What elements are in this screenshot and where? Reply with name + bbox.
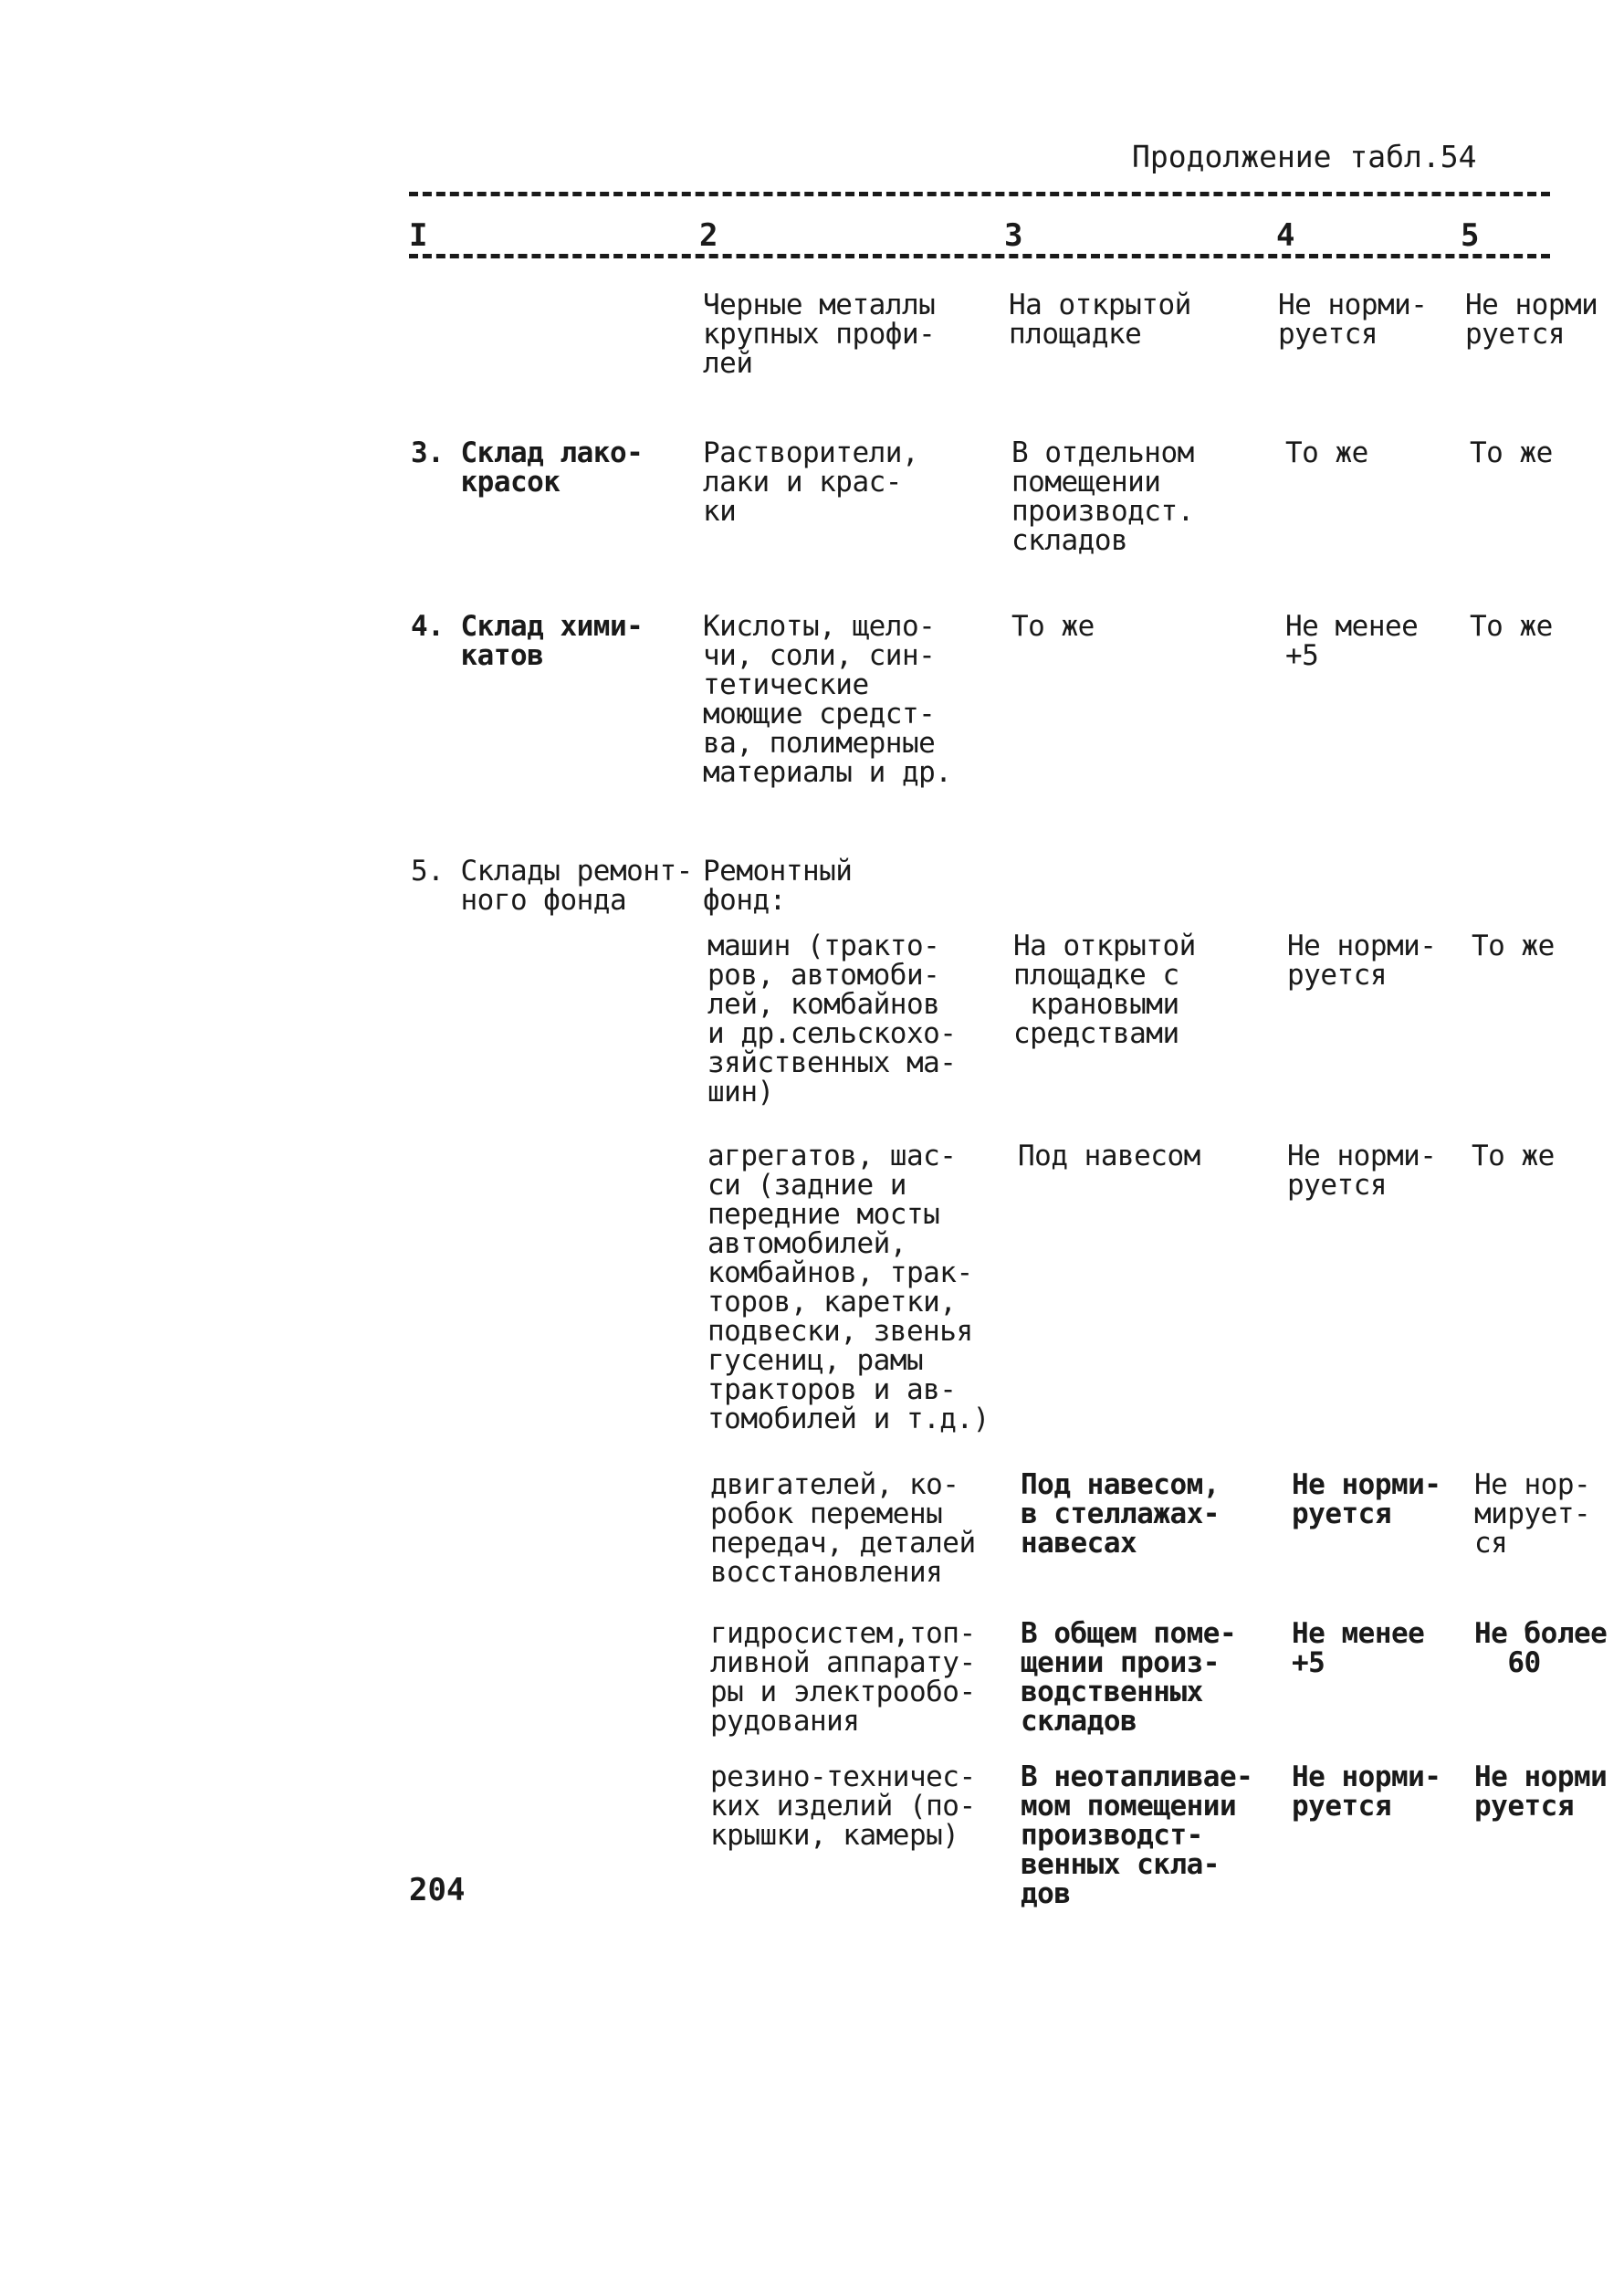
- table-cell-r5-c4: Не норми- руется: [1287, 1140, 1437, 1202]
- table-cell-r7-c4: Не менее +5: [1292, 1617, 1425, 1679]
- table-cell-r2-c1: 4. Склад хими- катов: [411, 610, 644, 672]
- table-cell-r6-c5: Не нор- мирует- ся: [1474, 1468, 1591, 1560]
- table-cell-r1-c2: Растворители, лаки и крас- ки: [703, 436, 919, 528]
- table-cell-r6-c3: Под навесом, в стеллажах- навесах: [1021, 1468, 1220, 1560]
- table-cell-r0-c4: Не норми- руется: [1278, 289, 1428, 351]
- table-cell-r8-c3: В неотапливае- мом помещении производст- венных скла- дов: [1021, 1760, 1253, 1910]
- table-cell-r4-c4: Не норми- руется: [1287, 930, 1437, 992]
- column-number-5: 5: [1461, 217, 1480, 254]
- table-cell-r7-c3: В общем поме- щении произ- водственных складов: [1021, 1617, 1237, 1738]
- table-cell-r3-c2: Ремонтный фонд:: [703, 855, 853, 917]
- table-cell-r1-c5: То же: [1470, 436, 1553, 469]
- column-number-4: 4: [1276, 217, 1295, 254]
- header-rule: [409, 254, 1550, 258]
- table-cell-r0-c2: Черные металлы крупных профи- лей: [703, 289, 936, 380]
- table-cell-r2-c4: Не менее +5: [1285, 610, 1419, 672]
- table-cell-r0-c5: Не норми руется: [1465, 289, 1598, 351]
- table-cell-r1-c3: В отдельном помещении производст. складов: [1011, 436, 1194, 557]
- table-cell-r1-c1: 3. Склад лако- красок: [411, 436, 644, 499]
- table-cell-r5-c2: агрегатов, шас- си (задние и передние мосты автомобилей, комбайнов, трак- торов, каретки, подвески, звенья гусениц, рамы тракторов и ав- томобилей и т.д.): [707, 1140, 990, 1435]
- table-cell-r6-c4: Не норми- руется: [1292, 1468, 1441, 1530]
- table-cell-r4-c2: машин (тракто- ров, автомоби- лей, комбайнов и др.сельскохо- зяйственных ма- шин): [707, 930, 957, 1109]
- table-cell-r5-c5: То же: [1472, 1140, 1555, 1172]
- table-cell-r2-c2: Кислоты, щело- чи, соли, син- тетические моющие средст- ва, полимерные материалы и др.: [703, 610, 952, 789]
- column-number-1: I: [409, 217, 428, 254]
- table-cell-r3-c1: 5. Склады ремонт- ного фонда: [411, 855, 693, 917]
- table-cell-r5-c3: Под навесом: [1018, 1140, 1200, 1172]
- table-cell-r8-c5: Не норми руется: [1474, 1760, 1608, 1823]
- table-top-rule: [409, 192, 1550, 196]
- column-number-3: 3: [1004, 217, 1023, 254]
- table-cell-r8-c4: Не норми- руется: [1292, 1760, 1441, 1823]
- table-cell-r6-c2: двигателей, ко- робок перемены передач, деталей восстановления: [710, 1468, 976, 1589]
- table-caption: Продолжение табл.54: [1132, 139, 1477, 174]
- table-cell-r4-c3: На открытой площадке с крановыми средствами: [1013, 930, 1196, 1050]
- page-number: 204: [409, 1872, 466, 1908]
- column-number-2: 2: [699, 217, 718, 254]
- table-cell-r2-c3: То же: [1011, 610, 1095, 643]
- table-cell-r4-c5: То же: [1472, 930, 1555, 962]
- table-cell-r7-c2: гидросистем,топ- ливной аппарату- ры и электрообо- рудования: [710, 1617, 976, 1738]
- table-cell-r7-c5: Не более 60: [1474, 1617, 1608, 1679]
- table-cell-r2-c5: То же: [1470, 610, 1553, 643]
- table-cell-r0-c3: На открытой площадке: [1009, 289, 1191, 351]
- table-cell-r1-c4: То же: [1285, 436, 1368, 469]
- table-cell-r8-c2: резино-техничес- ких изделий (по- крышки, камеры): [710, 1760, 976, 1852]
